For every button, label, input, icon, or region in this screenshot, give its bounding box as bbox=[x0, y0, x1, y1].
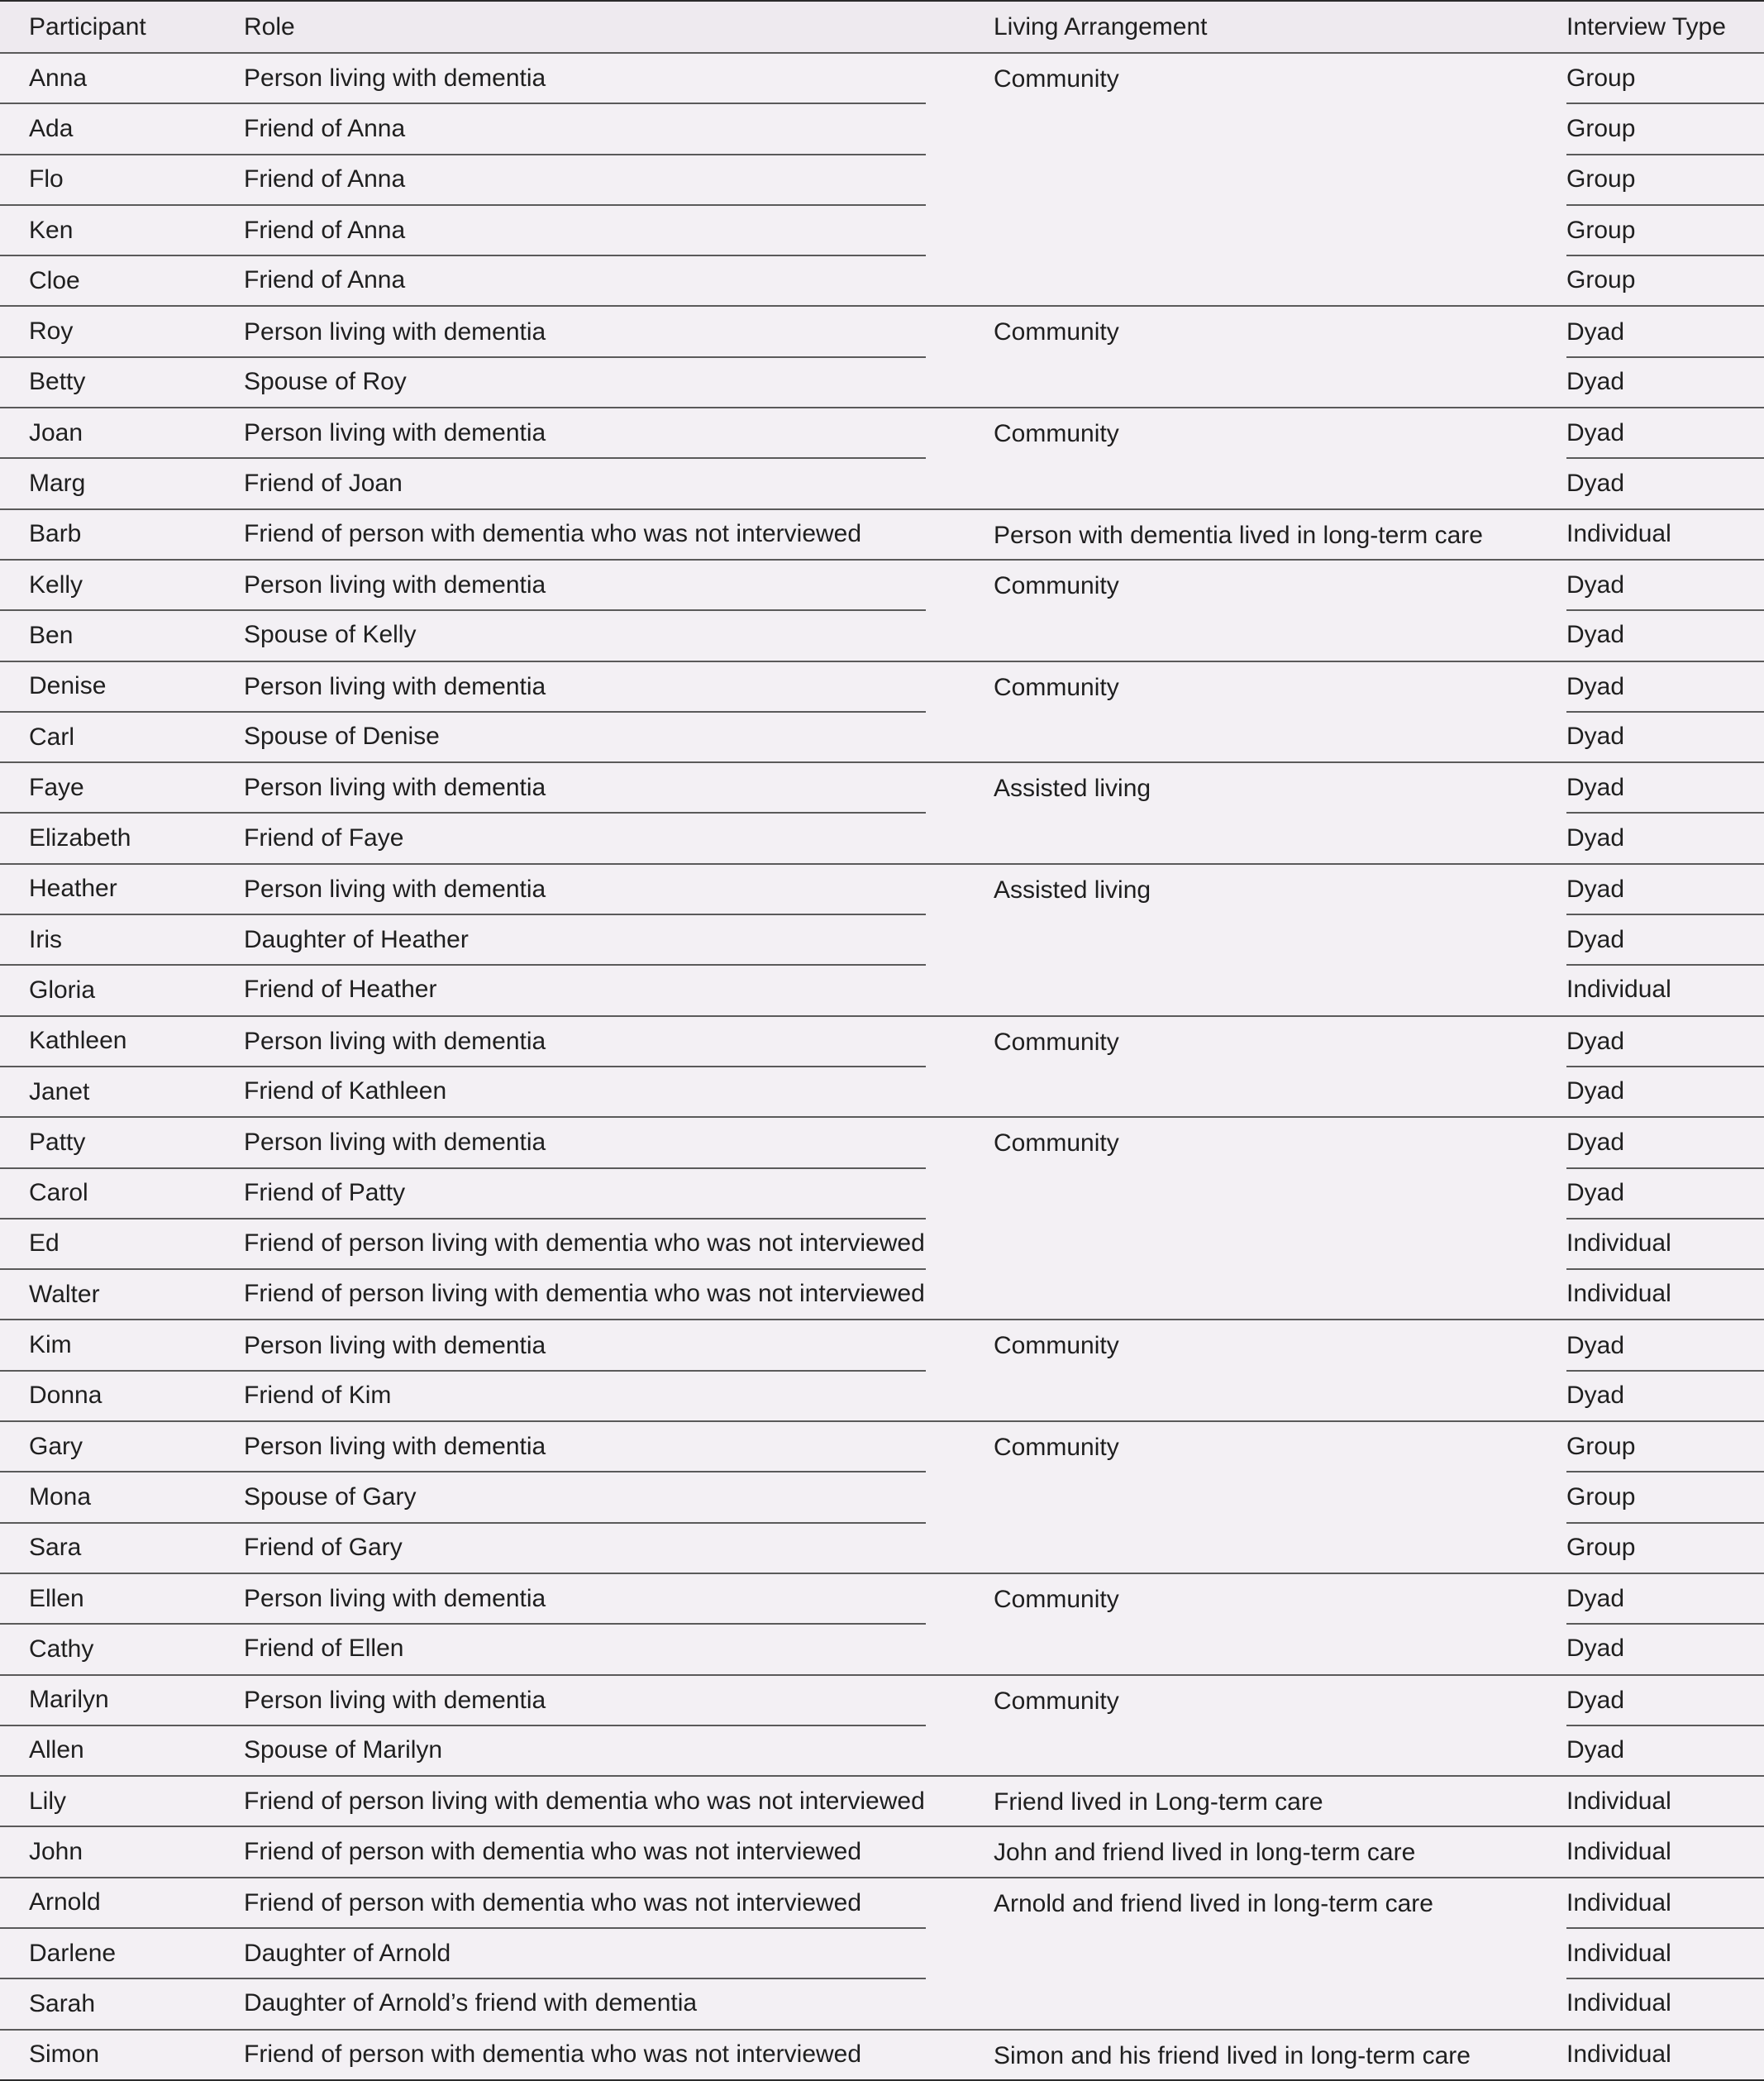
cell-role: Friend of Anna bbox=[215, 155, 926, 205]
table-row bbox=[0, 2030, 1764, 2080]
cell-role: Friend of Kathleen bbox=[215, 1067, 926, 1117]
cell-living-arrangement: Community bbox=[926, 1573, 1523, 1675]
cell-participant: Cathy bbox=[0, 1624, 215, 1674]
cell-role: Person living with dementia bbox=[215, 1320, 926, 1370]
cell-interview-type: Dyad bbox=[1523, 306, 1764, 356]
table-row bbox=[0, 762, 1764, 813]
cell-interview-type: Individual bbox=[1523, 965, 1764, 1015]
cell-participant: Walter bbox=[0, 1269, 215, 1320]
cell-living-arrangement: Person with dementia lived in long-term care bbox=[926, 509, 1523, 560]
cell-participant: Cloe bbox=[0, 255, 215, 306]
cell-participant: Elizabeth bbox=[0, 813, 215, 863]
cell-interview-type: Group bbox=[1523, 205, 1764, 255]
cell-participant: Ben bbox=[0, 610, 215, 661]
cell-participant: Iris bbox=[0, 914, 215, 965]
cell-interview-type: Individual bbox=[1523, 1219, 1764, 1269]
cell-participant: Allen bbox=[0, 1725, 215, 1776]
table-header-row bbox=[0, 1, 1764, 53]
cell-role: Person living with dementia bbox=[215, 762, 926, 813]
cell-role: Daughter of Heather bbox=[215, 914, 926, 965]
table-body bbox=[0, 53, 1764, 2080]
cell-participant: Heather bbox=[0, 864, 215, 914]
cell-interview-type: Dyad bbox=[1523, 1725, 1764, 1776]
header-interview-type: Interview Type bbox=[1523, 1, 1764, 53]
cell-participant: Lily bbox=[0, 1776, 215, 1826]
cell-role: Person living with dementia bbox=[215, 306, 926, 356]
cell-role: Friend of person living with dementia who was not interviewed bbox=[215, 1776, 926, 1826]
header-living-arrangement: Living Arrangement bbox=[926, 1, 1523, 53]
cell-living-arrangement: Community bbox=[926, 1675, 1523, 1777]
cell-participant: Ellen bbox=[0, 1573, 215, 1624]
cell-participant: Barb bbox=[0, 509, 215, 560]
cell-role: Friend of Faye bbox=[215, 813, 926, 863]
cell-role: Spouse of Gary bbox=[215, 1472, 926, 1522]
cell-participant: Carol bbox=[0, 1168, 215, 1219]
cell-role: Spouse of Marilyn bbox=[215, 1725, 926, 1776]
cell-participant: Sara bbox=[0, 1523, 215, 1573]
cell-interview-type: Individual bbox=[1523, 509, 1764, 560]
cell-interview-type: Individual bbox=[1523, 1776, 1764, 1826]
cell-participant: Darlene bbox=[0, 1928, 215, 1978]
cell-participant: Betty bbox=[0, 357, 215, 408]
cell-participant: John bbox=[0, 1826, 215, 1877]
cell-living-arrangement: Community bbox=[926, 1421, 1523, 1573]
cell-participant: Arnold bbox=[0, 1878, 215, 1928]
table-row bbox=[0, 306, 1764, 356]
cell-role: Friend of person with dementia who was not interviewed bbox=[215, 1878, 926, 1928]
table-row bbox=[0, 1320, 1764, 1370]
cell-role: Person living with dementia bbox=[215, 1675, 926, 1725]
cell-role: Friend of Anna bbox=[215, 255, 926, 306]
table-row bbox=[0, 1776, 1764, 1826]
table-row bbox=[0, 1573, 1764, 1624]
cell-role: Friend of Heather bbox=[215, 965, 926, 1015]
cell-interview-type: Dyad bbox=[1523, 1371, 1764, 1421]
cell-participant: Gary bbox=[0, 1421, 215, 1472]
header-participant: Participant bbox=[0, 1, 215, 53]
cell-interview-type: Individual bbox=[1523, 1928, 1764, 1978]
cell-role: Person living with dementia bbox=[215, 408, 926, 458]
cell-role: Person living with dementia bbox=[215, 864, 926, 914]
cell-living-arrangement: Community bbox=[926, 1016, 1523, 1118]
cell-living-arrangement: Community bbox=[926, 53, 1523, 306]
cell-role: Daughter of Arnold’s friend with dementia bbox=[215, 1978, 926, 2029]
cell-interview-type: Individual bbox=[1523, 1878, 1764, 1928]
cell-living-arrangement: John and friend lived in long-term care bbox=[926, 1826, 1523, 1877]
cell-interview-type: Dyad bbox=[1523, 864, 1764, 914]
cell-participant: Ada bbox=[0, 103, 215, 154]
cell-interview-type: Group bbox=[1523, 53, 1764, 103]
cell-role: Friend of Anna bbox=[215, 103, 926, 154]
cell-participant: Faye bbox=[0, 762, 215, 813]
cell-participant: Donna bbox=[0, 1371, 215, 1421]
cell-interview-type: Individual bbox=[1523, 1978, 1764, 2029]
table-row bbox=[0, 864, 1764, 914]
cell-participant: Denise bbox=[0, 661, 215, 712]
cell-participant: Anna bbox=[0, 53, 215, 103]
cell-interview-type: Group bbox=[1523, 1421, 1764, 1472]
cell-interview-type: Group bbox=[1523, 1472, 1764, 1522]
cell-living-arrangement: Community bbox=[926, 661, 1523, 763]
cell-living-arrangement: Community bbox=[926, 1320, 1523, 1421]
table-row bbox=[0, 1117, 1764, 1167]
table-row bbox=[0, 509, 1764, 560]
cell-participant: Patty bbox=[0, 1117, 215, 1167]
table-row bbox=[0, 1878, 1764, 1928]
cell-participant: Marg bbox=[0, 458, 215, 508]
table-row bbox=[0, 408, 1764, 458]
table-row bbox=[0, 1675, 1764, 1725]
cell-role: Friend of Joan bbox=[215, 458, 926, 508]
cell-role: Person living with dementia bbox=[215, 1117, 926, 1167]
cell-interview-type: Dyad bbox=[1523, 408, 1764, 458]
cell-interview-type: Dyad bbox=[1523, 610, 1764, 661]
cell-living-arrangement: Assisted living bbox=[926, 762, 1523, 864]
cell-interview-type: Group bbox=[1523, 155, 1764, 205]
header-role: Role bbox=[215, 1, 926, 53]
cell-living-arrangement: Assisted living bbox=[926, 864, 1523, 1016]
cell-participant: Sarah bbox=[0, 1978, 215, 2029]
cell-participant: Joan bbox=[0, 408, 215, 458]
cell-participant: Marilyn bbox=[0, 1675, 215, 1725]
cell-interview-type: Group bbox=[1523, 103, 1764, 154]
table-row bbox=[0, 53, 1764, 103]
cell-living-arrangement: Community bbox=[926, 306, 1523, 408]
cell-interview-type: Dyad bbox=[1523, 1675, 1764, 1725]
cell-role: Friend of person with dementia who was not interviewed bbox=[215, 2030, 926, 2080]
cell-participant: Mona bbox=[0, 1472, 215, 1522]
cell-interview-type: Dyad bbox=[1523, 1320, 1764, 1370]
cell-interview-type: Dyad bbox=[1523, 1117, 1764, 1167]
cell-participant: Gloria bbox=[0, 965, 215, 1015]
cell-role: Person living with dementia bbox=[215, 560, 926, 610]
cell-interview-type: Dyad bbox=[1523, 357, 1764, 408]
cell-living-arrangement: Community bbox=[926, 408, 1523, 509]
cell-role: Friend of Ellen bbox=[215, 1624, 926, 1674]
table-row bbox=[0, 661, 1764, 712]
cell-interview-type: Dyad bbox=[1523, 560, 1764, 610]
cell-living-arrangement: Simon and his friend lived in long-term care bbox=[926, 2030, 1523, 2080]
cell-participant: Carl bbox=[0, 712, 215, 762]
cell-living-arrangement: Community bbox=[926, 1117, 1523, 1320]
cell-participant: Simon bbox=[0, 2030, 215, 2080]
cell-role: Spouse of Denise bbox=[215, 712, 926, 762]
cell-participant: Ed bbox=[0, 1219, 215, 1269]
cell-participant: Kathleen bbox=[0, 1016, 215, 1067]
cell-role: Friend of Gary bbox=[215, 1523, 926, 1573]
cell-interview-type: Dyad bbox=[1523, 458, 1764, 508]
cell-participant: Kim bbox=[0, 1320, 215, 1370]
cell-role: Friend of Patty bbox=[215, 1168, 926, 1219]
table-row bbox=[0, 1421, 1764, 1472]
table-row bbox=[0, 560, 1764, 610]
cell-interview-type: Individual bbox=[1523, 2030, 1764, 2080]
cell-interview-type: Group bbox=[1523, 1523, 1764, 1573]
cell-interview-type: Dyad bbox=[1523, 1016, 1764, 1067]
table-row bbox=[0, 1826, 1764, 1877]
cell-role: Person living with dementia bbox=[215, 1421, 926, 1472]
cell-role: Person living with dementia bbox=[215, 53, 926, 103]
cell-participant: Ken bbox=[0, 205, 215, 255]
cell-interview-type: Dyad bbox=[1523, 1168, 1764, 1219]
cell-role: Friend of person with dementia who was not interviewed bbox=[215, 1826, 926, 1877]
cell-interview-type: Dyad bbox=[1523, 661, 1764, 712]
cell-role: Friend of Kim bbox=[215, 1371, 926, 1421]
cell-role: Person living with dementia bbox=[215, 1573, 926, 1624]
cell-interview-type: Dyad bbox=[1523, 1573, 1764, 1624]
cell-participant: Roy bbox=[0, 306, 215, 356]
cell-role: Friend of person living with dementia who was not interviewed bbox=[215, 1269, 926, 1320]
cell-role: Friend of Anna bbox=[215, 205, 926, 255]
table-row bbox=[0, 1016, 1764, 1067]
cell-role: Spouse of Kelly bbox=[215, 610, 926, 661]
cell-living-arrangement: Community bbox=[926, 560, 1523, 661]
cell-living-arrangement: Friend lived in Long-term care bbox=[926, 1776, 1523, 1826]
cell-interview-type: Dyad bbox=[1523, 813, 1764, 863]
cell-role: Person living with dementia bbox=[215, 1016, 926, 1067]
cell-interview-type: Dyad bbox=[1523, 712, 1764, 762]
cell-role: Friend of person living with dementia who was not interviewed bbox=[215, 1219, 926, 1269]
cell-participant: Kelly bbox=[0, 560, 215, 610]
cell-interview-type: Individual bbox=[1523, 1826, 1764, 1877]
cell-role: Daughter of Arnold bbox=[215, 1928, 926, 1978]
cell-interview-type: Dyad bbox=[1523, 1624, 1764, 1674]
cell-interview-type: Group bbox=[1523, 255, 1764, 306]
cell-participant: Flo bbox=[0, 155, 215, 205]
cell-interview-type: Dyad bbox=[1523, 762, 1764, 813]
cell-interview-type: Dyad bbox=[1523, 1067, 1764, 1117]
cell-interview-type: Dyad bbox=[1523, 914, 1764, 965]
cell-interview-type: Individual bbox=[1523, 1269, 1764, 1320]
cell-role: Friend of person with dementia who was not interviewed bbox=[215, 509, 926, 560]
cell-role: Person living with dementia bbox=[215, 661, 926, 712]
cell-living-arrangement: Arnold and friend lived in long-term care bbox=[926, 1878, 1523, 2030]
cell-role: Spouse of Roy bbox=[215, 357, 926, 408]
cell-participant: Janet bbox=[0, 1067, 215, 1117]
